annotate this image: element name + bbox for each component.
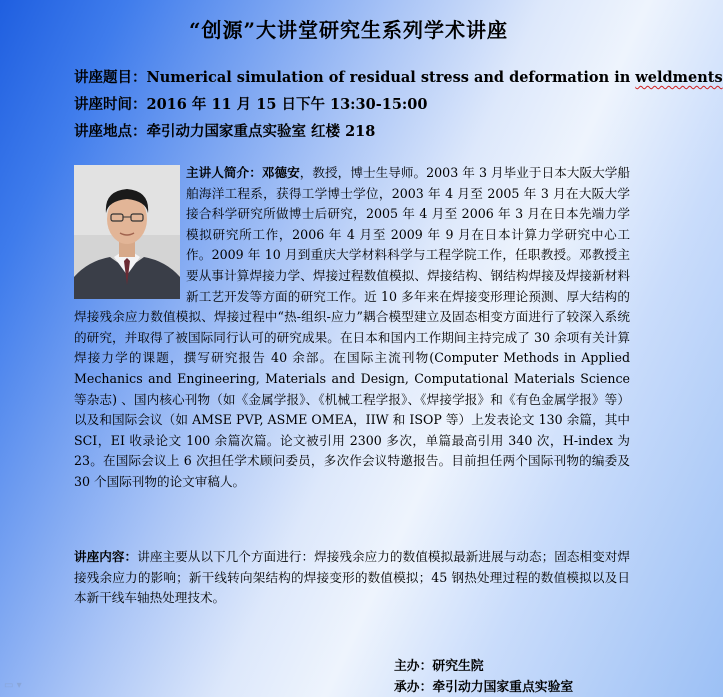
lecture-topic-line xyxy=(74,66,723,87)
speaker-label: 主讲人简介： xyxy=(186,165,262,180)
topic-value: Numerical simulation of residual stress and deformation in xyxy=(146,69,636,86)
topic-spellcheck-word: weldments xyxy=(635,69,723,86)
speaker-bio xyxy=(74,163,630,493)
co-host-organizer: 承办：牵引动力国家重点实验室 xyxy=(394,680,574,695)
lecture-place-line xyxy=(74,120,375,141)
place-label: 讲座地点： xyxy=(74,123,147,140)
speaker-name: 邓德安 xyxy=(261,165,300,180)
time-value: 2016 年 11 月 15 日下午 13:30-15:00 xyxy=(146,96,428,113)
lecture-content xyxy=(74,547,630,609)
host-organizer: 主办：研究生院 xyxy=(394,659,484,674)
time-label: 讲座时间： xyxy=(74,96,147,113)
speaker-bio-text: ，教授，博士生导师。2003 年 3 月毕业于日本大阪大学船舶海洋工程系，获得工学博士学位，2003 年 4 月至 2005 年 3 月在大阪大学接合科学研究所做博士后研究，2005 年 4 月至 2006 年 3 月在日本先端力学模拟研究所工作，2006 年 4 月至 2009 年 9 月在日本计算力学研究中心工作。2009 年 10 月到重庆大学材料科学与工程学院工作，任职教授。邓教授主要从事计算焊接力学、焊接过程数值模拟、焊接结构、钢结构焊接及焊接新材料新工艺开发等方面的研究工作。近 10 多年来在焊接变形理论预测、厚大结构的焊接残余应力数值模拟、焊接过程中“热-组织-应力”耦合模型建立及固态相变方面进行了较深入系统的研究，并取得了被国际同行认可的研究成果。在日本和国内工作期间主持完成了 30 余项有关计算焊接力学的课题，撰写研究报告 40 余部。在国际主流刊物(Computer Methods in Applied Mechanics and Engineering, Materials and Design, Computational Materials Science 等杂志) 、国内核心刊物（如《金属学报》、《机械工程学报》、《焊接学报》和《有色金属学报》等）以及和国际会议（如 AMSE PVP, ASME OMEA，IIW 和 ISOP 等）上发表论文 130 余篇，其中 SCI，EI 收录论文 100 余篇次篇。论文被引用 2300 多次，单篇最高引用 340 次，H-index 为 23。在国际会议上 6 次担任学术顾问委员，多次作会议特邀报告。目前担任两个国际刊物的编委及 30 个国际刊物的论文审稿人。 xyxy=(74,165,631,489)
content-text: 讲座主要从以下几个方面进行：焊接残余应力的数值模拟最新进展与动态；固态相变对焊接残余应力的影响；新干线转向架结构的焊接变形的数值模拟；45 钢热处理过程的数值模拟以及日本新干线车轴热处理技术。 xyxy=(74,549,631,606)
page-handle-icon: ▭ ▾ xyxy=(4,680,22,691)
content-label: 讲座内容： xyxy=(74,549,138,564)
place-value: 牵引动力国家重点实验室 红楼 218 xyxy=(146,123,376,140)
poster-title: “创源”大讲堂研究生系列学术讲座 xyxy=(188,18,508,42)
lecture-time-line xyxy=(74,93,427,114)
photo-spacer xyxy=(74,163,186,303)
topic-label: 讲座题目： xyxy=(74,69,147,86)
